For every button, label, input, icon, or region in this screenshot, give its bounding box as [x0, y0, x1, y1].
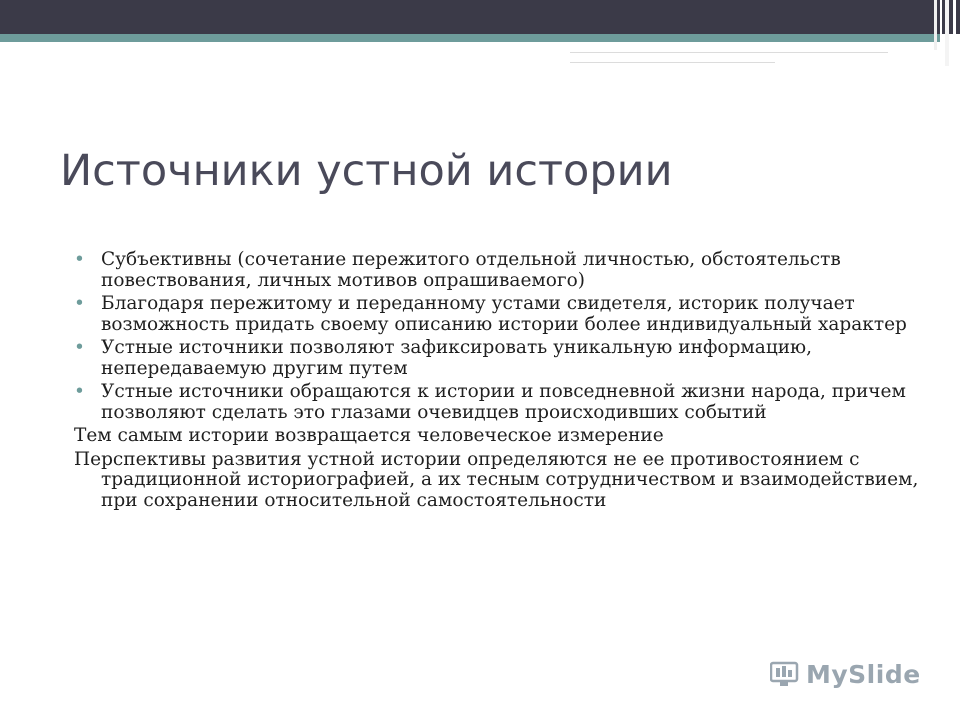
myslide-logo-icon: [770, 661, 800, 687]
bullet-text: Субъективны (сочетание пережитого отдельной личностью, обстоятельств повествования, личных мотивов опрашиваемого): [101, 249, 841, 291]
bullet-text: Устные источники обращаются к истории и повседневной жизни народа, причем позволяют сделать это глазами очевидцев происходивших событий: [101, 381, 906, 423]
bullet-item: [74, 250, 924, 291]
bullet-item: [74, 338, 924, 379]
bullet-dot-icon: •: [74, 337, 85, 358]
bullet-text: Устные источники позволяют зафиксировать уникальную информацию, непередаваемую другим путем: [101, 337, 813, 379]
slide-title: Источники устной истории: [60, 146, 673, 196]
bullet-dot-icon: •: [74, 293, 85, 314]
decor-vertical-bar: [940, 0, 942, 66]
bullet-text: Благодаря пережитому и переданному устами свидетеля, историк получает возможность придать своему описанию истории более индивидуальный характер: [101, 293, 907, 335]
bullet-item: [74, 382, 924, 423]
decor-vertical-bar: [953, 0, 956, 66]
decor-line: [570, 60, 775, 63]
decor-vertical-bar: [934, 0, 937, 50]
bullet-list: [74, 250, 924, 423]
top-decor-bar: [0, 0, 960, 34]
myslide-watermark: [770, 654, 940, 694]
bullet-dot-icon: •: [74, 249, 85, 270]
slide-body: [74, 250, 924, 514]
decor-vertical-bar: [945, 0, 949, 66]
teal-accent-stripe: [0, 34, 940, 42]
bullet-item: [74, 294, 924, 335]
body-paragraph: Перспективы развития устной истории определяются не ее противостоянием с традиционной историографией, а их тесным сотрудничеством и взаимодействием, при сохранении относительной самостоятельности: [74, 448, 919, 511]
bullet-dot-icon: •: [74, 381, 85, 402]
watermark-text: MySlide: [806, 659, 921, 689]
decor-line: [570, 49, 888, 53]
body-paragraph: Тем самым истории возвращается человеческое измерение: [74, 425, 664, 446]
